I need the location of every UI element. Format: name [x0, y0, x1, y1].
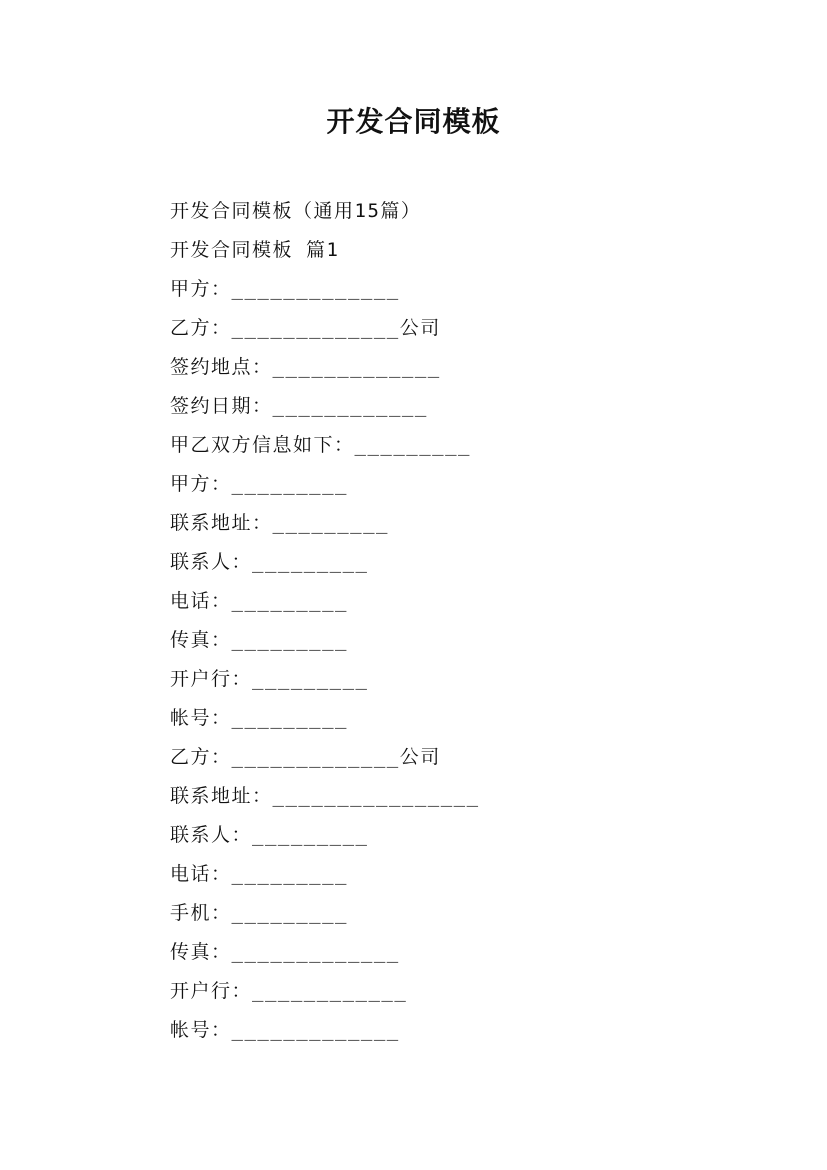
document-body — [170, 192, 790, 1050]
party-a-account-field: 帐号：_________ — [170, 707, 348, 729]
document-title: 开发合同模板 — [326, 105, 501, 138]
party-b-bank-field: 开户行：____________ — [170, 980, 408, 1002]
party-b-account-field: 帐号：_____________ — [170, 1019, 400, 1041]
doc-subtitle: 开发合同模板（通用15篇） — [170, 200, 422, 222]
party-b-contact-field: 联系人：_________ — [170, 824, 369, 846]
party-a-field: 甲方：_____________ — [170, 278, 400, 300]
party-a-phone-field: 电话：_________ — [170, 590, 348, 612]
party-a-fax-field: 传真：_________ — [170, 629, 348, 651]
party-b-name-field: 乙方：_____________公司 — [170, 746, 441, 768]
party-a-address-field: 联系地址：_________ — [170, 512, 389, 534]
parties-info-field: 甲乙双方信息如下：_________ — [170, 434, 471, 456]
signing-date-field: 签约日期：____________ — [170, 395, 428, 417]
party-b-mobile-field: 手机：_________ — [170, 902, 348, 924]
party-a-name-field: 甲方：_________ — [170, 473, 348, 495]
party-a-bank-field: 开户行：_________ — [170, 668, 369, 690]
party-b-address-field: 联系地址：________________ — [170, 785, 480, 807]
section-heading: 开发合同模板 篇1 — [170, 239, 340, 261]
party-b-phone-field: 电话：_________ — [170, 863, 348, 885]
party-a-contact-field: 联系人：_________ — [170, 551, 369, 573]
party-b-fax-field: 传真：_____________ — [170, 941, 400, 963]
signing-place-field: 签约地点：_____________ — [170, 356, 441, 378]
party-b-field: 乙方：_____________公司 — [170, 317, 441, 339]
